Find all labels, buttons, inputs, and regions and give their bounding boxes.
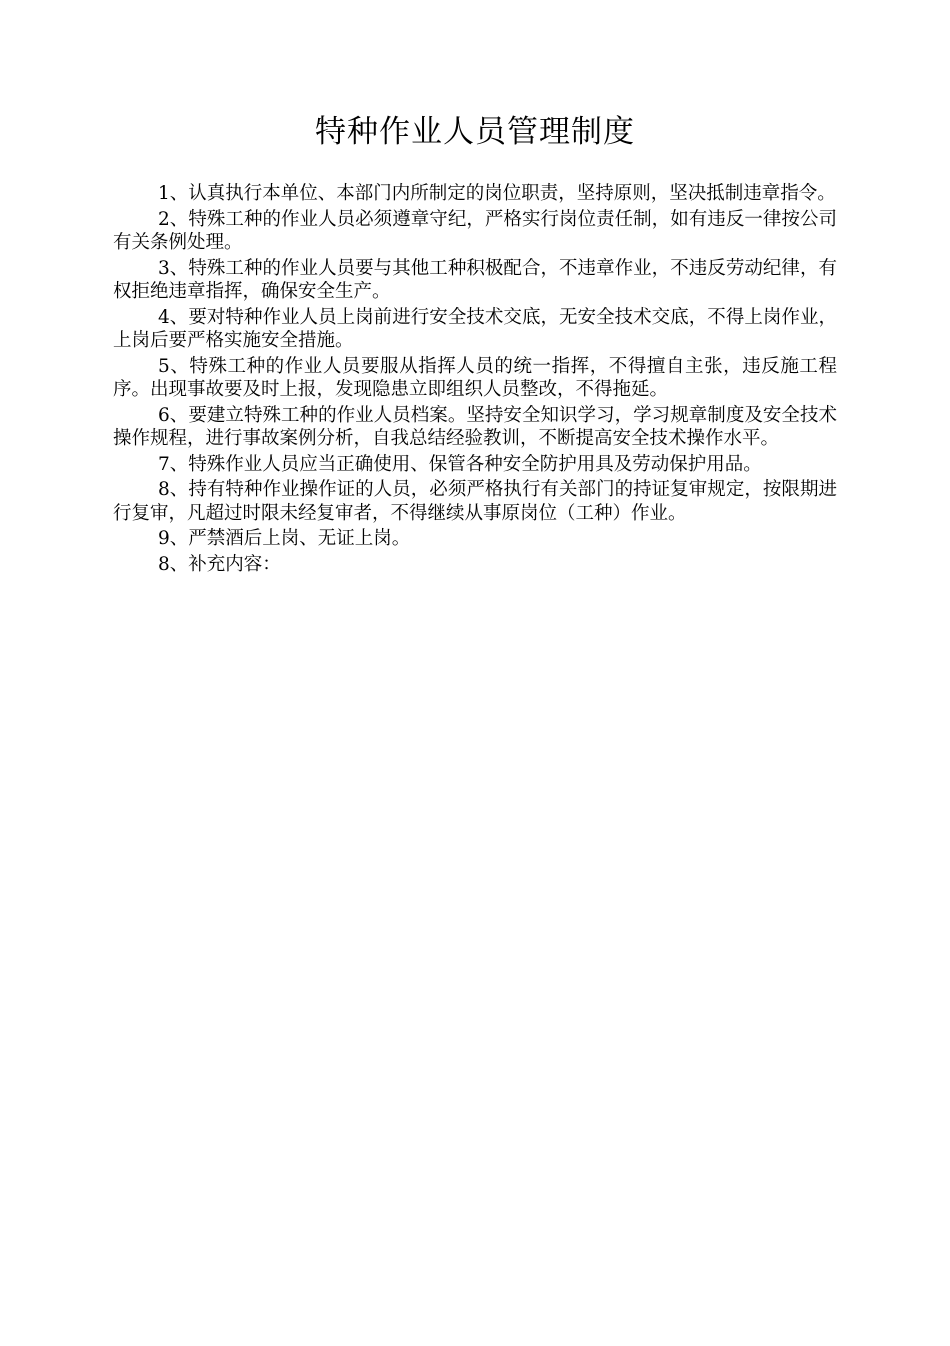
clause-2: 2、特殊工种的作业人员必须遵章守纪，严格实行岗位责任制，如有违反一律按公司有关条例处理。 (113, 208, 837, 253)
document-title: 特种作业人员管理制度 (315, 114, 635, 150)
clause-6: 6、要建立特殊工种的作业人员档案。坚持安全知识学习，学习规章制度及安全技术操作规程，进行事故案例分析，自我总结经验教训，不断提高安全技术操作水平。 (113, 404, 837, 449)
clause-9: 9、严禁酒后上岗、无证上岗。 (158, 528, 411, 549)
clause-8: 8、持有特种作业操作证的人员，必须严格执行有关部门的持证复审规定，按限期进行复审，凡超过时限未经复审者，不得继续从事原岗位（工种）作业。 (113, 479, 837, 524)
clause-1: 1、认真执行本单位、本部门内所制定的岗位职责，坚持原则，坚决抵制违章指令。 (158, 183, 836, 204)
clause-list (113, 182, 837, 576)
clause-5: 5、特殊工种的作业人员要服从指挥人员的统一指挥，不得擅自主张，违反施工程序。出现事故要及时上报，发现隐患立即组织人员整改，不得拖延。 (113, 355, 837, 400)
clause-3: 3、特殊工种的作业人员要与其他工种积极配合，不违章作业，不违反劳动纪律，有权拒绝违章指挥，确保安全生产。 (113, 257, 837, 302)
clause-4: 4、要对特种作业人员上岗前进行安全技术交底，无安全技术交底，不得上岗作业，上岗后要严格实施安全措施。 (113, 306, 837, 351)
clause-supplement: 8、补充内容： (158, 553, 281, 575)
document-page (113, 100, 837, 578)
clause-7: 7、特殊作业人员应当正确使用、保管各种安全防护用具及劳动保护用品。 (158, 453, 762, 475)
